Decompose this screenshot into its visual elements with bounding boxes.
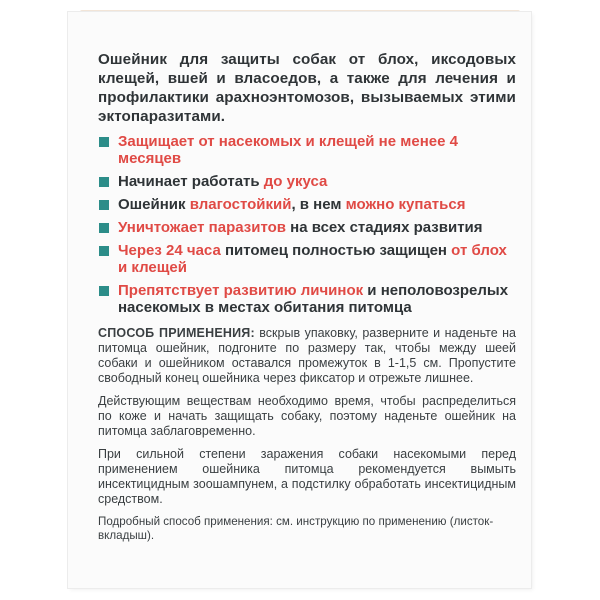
feature-item [98, 133, 516, 167]
feature-text-segment: не менее 4 месяцев [118, 133, 458, 167]
feature-text-segment: Начинает работать [118, 173, 264, 190]
feature-item [98, 219, 516, 236]
feature-text-segment: , в нем [291, 196, 346, 213]
feature-text-segment: Защищает от насекомых и клещей [118, 133, 375, 150]
feature-text-segment: до укуса [263, 173, 328, 190]
feature-item [98, 173, 516, 190]
feature-list [98, 133, 516, 316]
square-bullet-icon [99, 200, 109, 210]
square-bullet-icon [99, 177, 109, 187]
square-bullet-icon [99, 246, 109, 256]
feature-text-segment: от блох и клещей [118, 242, 507, 276]
feature-item [98, 282, 516, 316]
usage-text: вскрыв упаковку, разверните и наденьте на питомца ошейник, подгоните по размеру так, чтобы между шеей собаки и ошейником оставался промежуток в 1-1,5 см. Пропустите свободный конец ошейника через фиксатор и отрежьте лишнее. [98, 326, 517, 385]
square-bullet-icon [99, 223, 109, 233]
usage-instructions [98, 326, 516, 386]
product-description: Ошейник для защиты собак от блох, иксодовых клещей, вшей и власоедов, а также для лечения и профилактики арахноэнтомозов, вызываемых этими эктопаразитами. [98, 51, 516, 125]
square-bullet-icon [99, 137, 109, 147]
feature-text-segment: Уничтожает паразитов [118, 219, 286, 236]
timing-paragraph: Действующим веществам необходимо время, чтобы распределиться по коже и начать защищать собаку, поэтому наденьте ошейник на питомца заблаговременно. [98, 394, 516, 438]
infestation-paragraph: При сильной степени заражения собаки насекомыми перед применением ошейника питомца рекомендуется вымыть инсектицидным зоошампунем, а подстилку обработать инсектицидным средством. [98, 447, 516, 506]
package-text [98, 50, 516, 543]
usage-heading: СПОСОБ ПРИМЕНЕНИЯ: [98, 326, 255, 340]
feature-item [98, 196, 516, 213]
feature-text-segment: на всех стадиях развития [285, 219, 483, 236]
feature-text-segment: Ошейник [118, 196, 190, 213]
feature-text-segment: можно купаться [345, 196, 466, 213]
feature-text-segment: влагостойкий [189, 196, 292, 213]
feature-text-segment: и неполовозрелых насекомых в местах обитания питомца [118, 282, 509, 316]
square-bullet-icon [99, 286, 109, 296]
feature-text-segment: Препятствует развитию личинок [118, 282, 364, 299]
feature-item [98, 242, 516, 276]
instructions-note: Подробный способ применения: см. инструкцию по применению (листок-вкладыш). [98, 515, 494, 542]
feature-text-segment: Через 24 часа [118, 242, 221, 259]
feature-text-segment: питомец полностью защищен [220, 242, 452, 259]
